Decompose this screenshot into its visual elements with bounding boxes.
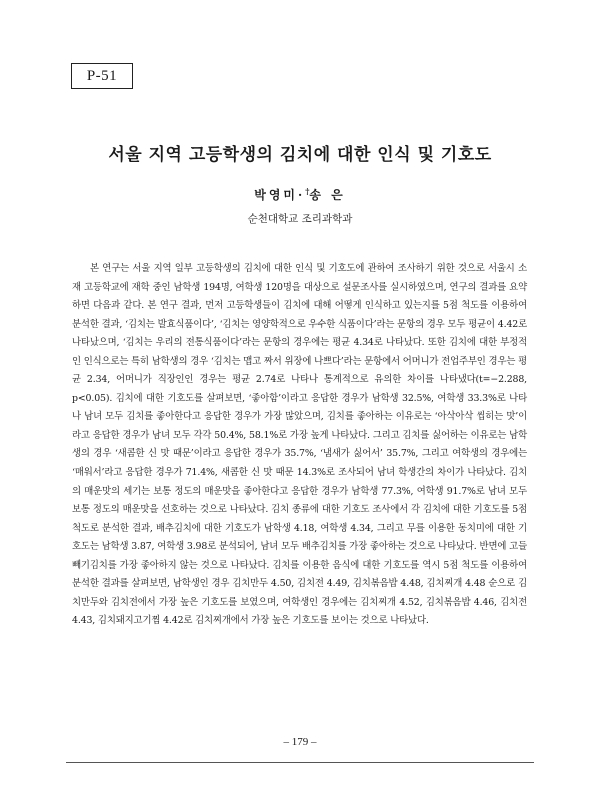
- page-number: – 179 –: [283, 736, 317, 748]
- author-affiliation: 순천대학교 조리과학과: [247, 213, 353, 225]
- paper-title: 서울 지역 고등학생의 김치에 대한 인식 및 기호도: [108, 145, 492, 165]
- poster-number-label: P-51: [71, 63, 133, 89]
- author-names-first: 박영미·: [254, 188, 306, 202]
- corresponding-author-mark: †: [305, 186, 310, 196]
- footer-divider: [66, 762, 534, 763]
- author-names-second: 송 은: [309, 188, 346, 202]
- author-list: [0, 186, 600, 203]
- abstract-paragraph: 본 연구는 서울 지역 일부 고등학생의 김치에 대한 인식 및 기호도에 관하여 조사하기 위한 것으로 서울시 소재 고등학교에 재학 중인 남학생 194명, 여학생 120명을 대상으로 설문조사를 실시하였으며, 연구의 결과를 요약하면 다음과 같다. 본 연구 결과, 먼저 고등학생들이 김치에 대해 어떻게 인식하고 있는지를 5점 척도를 이용하여 분석한 결과, ‘김치는 발효식품이다’, ‘김치는 영양학적으로 우수한 식품이다’라는 문항의 경우 모두 평균이 4.42로 나타났으며, ‘김치는 우리의 전통식품이다’라는 문항의 경우에는 평균 4.34로 나타났다. 또한 김치에 대한 부정적인 인식으로는 특히 남학생의 경우 ‘김치는 맵고 짜서 위장에 나쁘다’라는 문항에서 어머니가 전업주부인 경우는 평균 2.34, 어머니가 직장인인 경우는 평균 2.74로 나타나 통계적으로 유의한 차이를 나타냈다(t=−2.288, p<0.05). 김치에 대한 기호도를 살펴보면, ‘좋아함’이라고 응답한 경우가 남학생 32.5%, 여학생 33.3%로 나타나 남녀 모두 김치를 좋아한다고 응답한 경우가 가장 많았으며, 김치를 좋아하는 이유로는 ‘아삭아삭 씹히는 맛’이라고 응답한 경우가 남녀 모두 각각 50.4%, 58.1%로 가장 높게 나타났다. 그리고 김치를 싫어하는 이유로는 남학생의 경우 ‘새콤한 신 맛 때문’이라고 응답한 경우가 35.7%, ‘냄새가 싫어서’ 35.7%, 그리고 여학생의 경우에는 ‘매워서’라고 응답한 경우가 71.4%, 새콤한 신 맛 때문 14.3%로 조사되어 남녀 학생간의 차이가 나타났다. 김치의 매운맛의 세기는 보통 정도의 매운맛을 좋아한다고 응답한 경우가 남학생 77.3%, 여학생 91.7%로 남녀 모두 보통 정도의 매운맛을 선호하는 것으로 나타났다. 김치 종류에 대한 기호도 조사에서 각 김치에 대한 기호도를 5점 척도로 분석한 결과, 배추김치에 대한 기호도가 남학생 4.18, 여학생 4.34, 그리고 무를 이용한 동치미에 대한 기호도는 남학생 3.87, 여학생 3.98로 분석되어, 남녀 모두 배추김치를 가장 좋아하는 것으로 나타났다. 반면에 고들빼기김치를 가장 좋아하지 않는 것으로 나타났다. 김치를 이용한 음식에 대한 기호도를 역시 5점 척도를 이용하여 분석한 결과를 살펴보면, 남학생인 경우 김치만두 4.50, 김치전 4.49, 김치볶음밥 4.48, 김치찌개 4.48 순으로 김치만두와 김치전에서 가장 높은 기호도를 보였으며, 여학생인 경우에는 김치찌개 4.52, 김치볶음밥 4.46, 김치전 4.43, 김치돼지고기찜 4.42로 김치찌개에서 가장 높은 기호도를 보이는 것으로 나타났다.: [72, 263, 527, 627]
